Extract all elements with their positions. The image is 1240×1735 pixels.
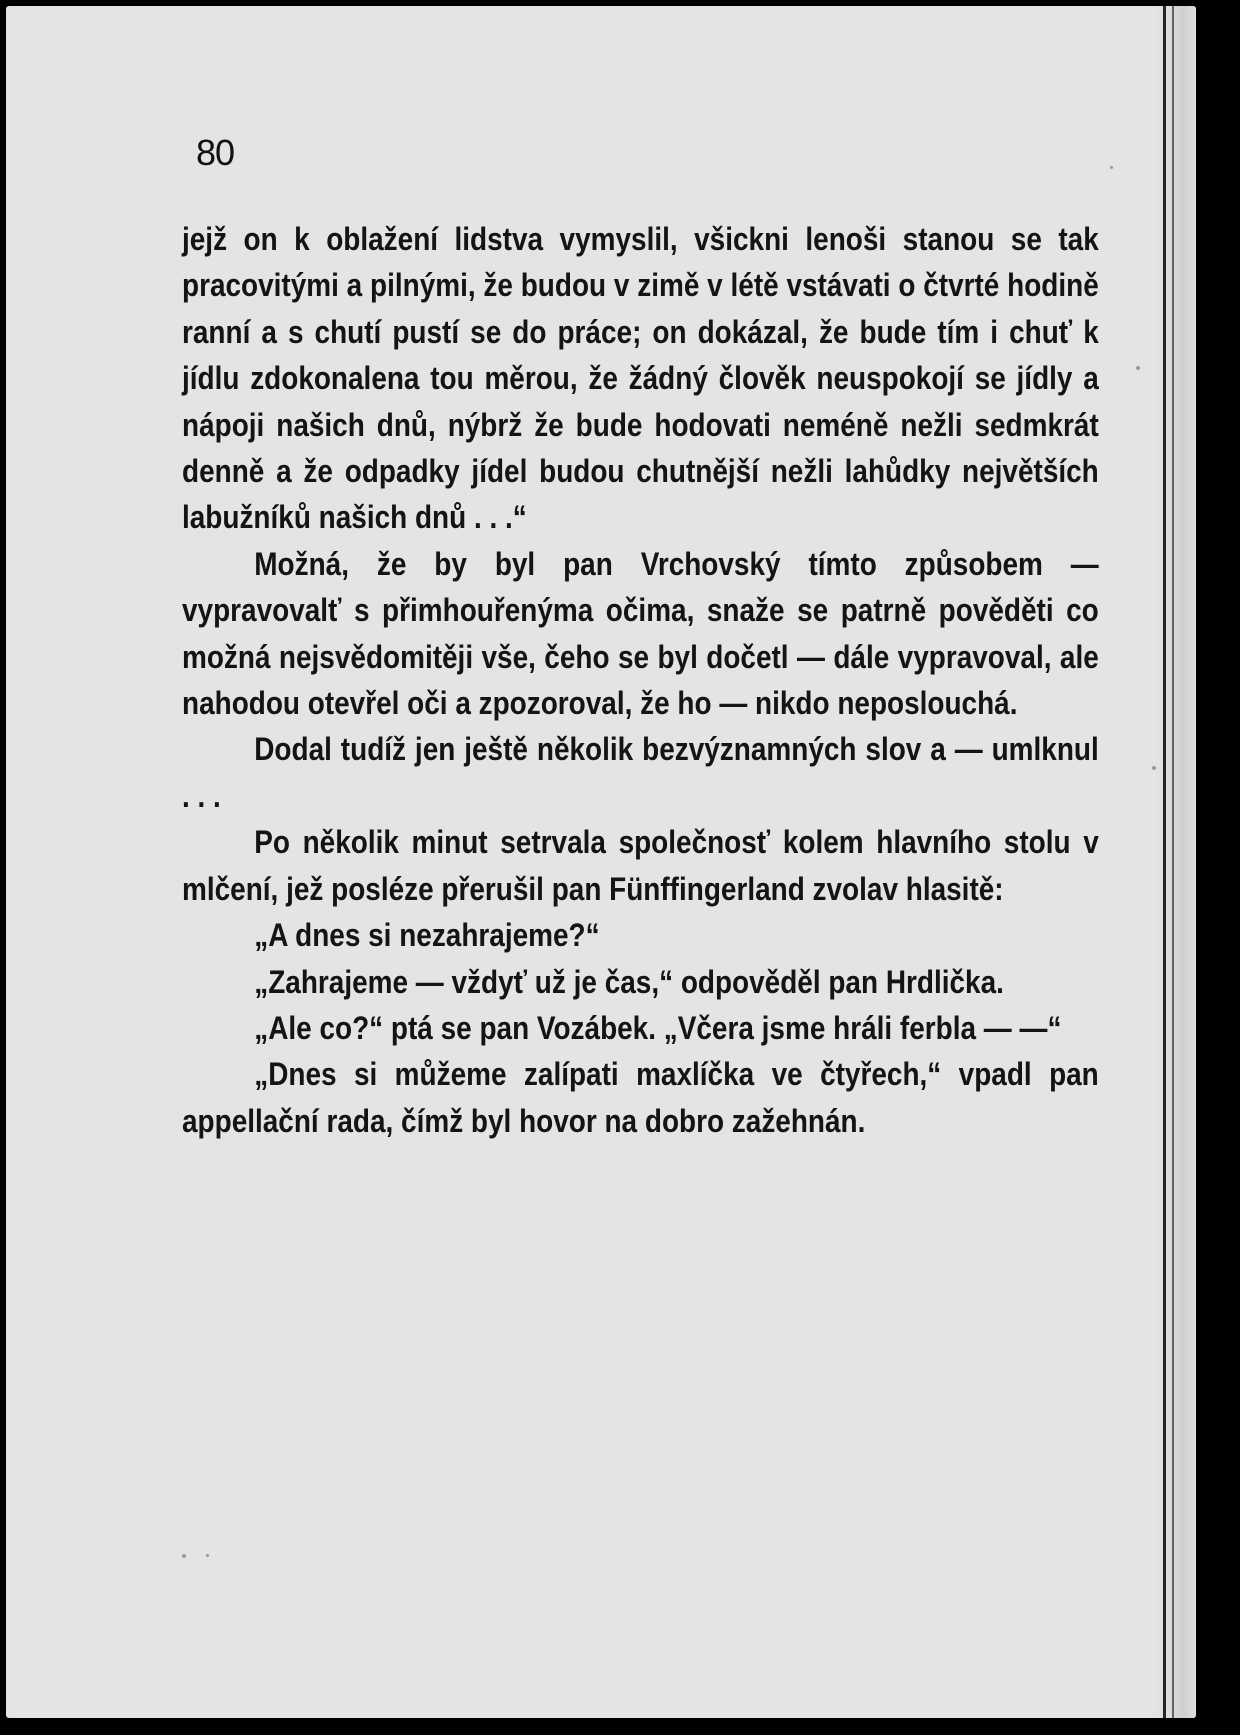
dialogue-line-2: „Zahrajeme — vždyť už je čas,“ odpověděl pan Hrdlička.	[254, 963, 1004, 1000]
body-text	[182, 216, 1099, 1144]
paragraph-3: Dodal tudíž jen ještě několik bezvýznamných slov a — umlknul . . .	[182, 731, 1099, 814]
page-number: 80	[196, 132, 235, 173]
paragraph-4: Po několik minut setrvala společnosť kolem hlavního stolu v mlčení, jež posléze přerušil pan Fünffingerland zvolav hlasitě:	[182, 824, 1099, 907]
page-edge-line	[1163, 6, 1166, 1718]
paper-speck	[1110, 166, 1113, 169]
paragraph-2: Možná, že by byl pan Vrchovský tímto způsobem — vypravovalť s přimhouřenýma očima, snaže se patrně pověděti co možná nejsvědomitěji vše, čeho se byl dočetl — dále vypravoval, ale nahodou otevřel oči a zpozoroval, že ho — nikdo neposlouchá.	[182, 545, 1099, 722]
paragraph-1: jejž on k oblažení lidstva vymyslil, všickni lenoši stanou se tak pracovitými a pilnými, že budou v zimě v létě vstávati o čtvrté hodině ranní a s chutí pustí se do práce; on dokázal, že bude tím i chuť k jídlu zdokonalena tou měrou, že žádný člověk neuspokojí se jídly a nápoji našich dnů, nýbrž že bude hodovati neméně nežli sedmkrát denně a že odpadky jídel budou chutnější nežli lahůdky největších labužníků našich dnů . . .“	[182, 221, 1099, 536]
dialogue-line-3: „Ale co?“ ptá se pan Vozábek. „Včera jsme hráli ferbla — —“	[254, 1009, 1062, 1046]
book-page	[6, 6, 1196, 1718]
page-edge-shadow	[1154, 6, 1196, 1718]
paper-speck	[1152, 766, 1156, 770]
paper-speck	[182, 1554, 186, 1558]
paper-speck	[206, 1554, 209, 1557]
page-edge-line-secondary	[1172, 6, 1174, 1718]
dialogue-line-4: „Dnes si můžeme zalípati maxlíčka ve čtyřech,“ vpadl pan appellační rada, čímž byl hovor na dobro zažehnán.	[182, 1056, 1099, 1139]
paper-speck	[1136, 366, 1140, 370]
dialogue-line-1: „A dnes si nezahrajeme?“	[254, 917, 600, 954]
